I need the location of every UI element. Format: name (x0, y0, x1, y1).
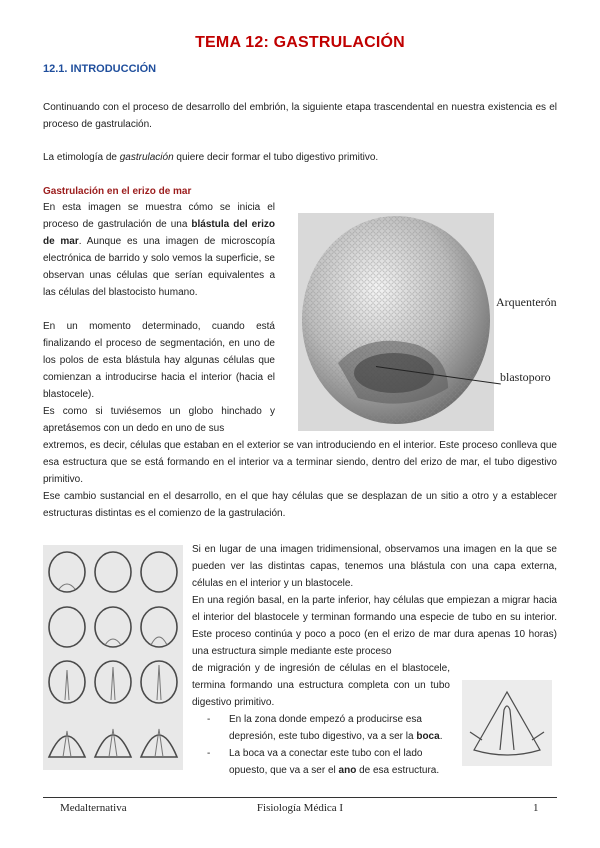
label-blastoporo: blastoporo (500, 370, 551, 384)
intro-paragraph-1: Continuando con el proceso de desarrollo del embrión, la siguiente etapa trascendental en nuestra existencia es el proceso de gastrulación. (43, 102, 557, 130)
bullet-boca: - En la zona donde empezó a producirse esa depresión, este tubo digestivo, va a ser la boca. (207, 714, 443, 742)
footer-page-number: 1 (533, 802, 539, 814)
block2-paragraph-b: En una región basal, en la parte inferior, hay células que empiezan a migrar hacia el interior del blastocele y terminan formando una especie de tubo en su interior. Este proceso continúa y poco a poco (en el erizo de mar dura apenas 10 horas) una estructura simple mediante este proceso (192, 595, 557, 657)
footer-divider (43, 797, 557, 798)
block1-paragraph-c: Es como si tuviésemos un globo hinchado y apretásemos con un dedo en uno de sus (43, 406, 275, 434)
bullet-ano: - La boca va a conectar este tubo con el lado opuesto, que va a ser el ano de esa estructura. (207, 748, 440, 776)
block1-paragraph-d: Ese cambio sustancial en el desarrollo, en el que hay células que se desplazan de un sitio a otro y a establecer estructuras distintas es el comienzo de la gastrulación. (43, 491, 557, 519)
block1-paragraph-c-cont: extremos, es decir, células que estaban en el exterior se van introduciendo en el interior. Este proceso conlleva que esa estructura que se está formando en el interior va a terminar siendo, dentro del erizo de mar, el tubo digestivo primitivo. (43, 440, 557, 485)
block2-paragraph-c: de migración y de ingresión de células en el blastocele, termina formando una estructura completa con un tubo digestivo primitivo. (192, 663, 450, 708)
sea-urchin-sem-image (298, 213, 494, 431)
footer-left: Medalternativa (60, 802, 127, 814)
footer-center: Fisiología Médica I (256, 802, 344, 814)
intro-paragraph-2: La etimología de gastrulación quiere decir formar el tubo digestivo primitivo. (43, 152, 379, 163)
gastrulation-stages-image (43, 545, 183, 770)
block1-paragraph-a: En esta imagen se muestra cómo se inicia el proceso de gastrulación de una blástula del erizo de mar. Aunque es una imagen de microscopía electrónica de barrido y solo vemos la superficie, se observan unas células que serían equivalentes a las células del blastocisto humano. (43, 202, 275, 298)
block1-paragraph-b: En un momento determinado, cuando está finalizando el proceso de segmentación, en uno de los polos de esta blástula hay algunas células que comienzan a introducirse hacia el interior (hacia el blastocele). (43, 321, 275, 400)
label-arquenteron: Arquenterón (496, 295, 557, 309)
gastrula-diagram-image (462, 680, 552, 766)
subsection-heading: Gastrulación en el erizo de mar (43, 186, 192, 197)
block2-paragraph-a: Si en lugar de una imagen tridimensional, observamos una imagen en la que se pueden ver las distintas capas, tenemos una blástula con una capa externa, células en el interior y un blastocele. (192, 544, 557, 589)
page-title: TEMA 12: GASTRULACIÓN (195, 34, 405, 51)
section-heading: 12.1. INTRODUCCIÓN (43, 63, 157, 75)
